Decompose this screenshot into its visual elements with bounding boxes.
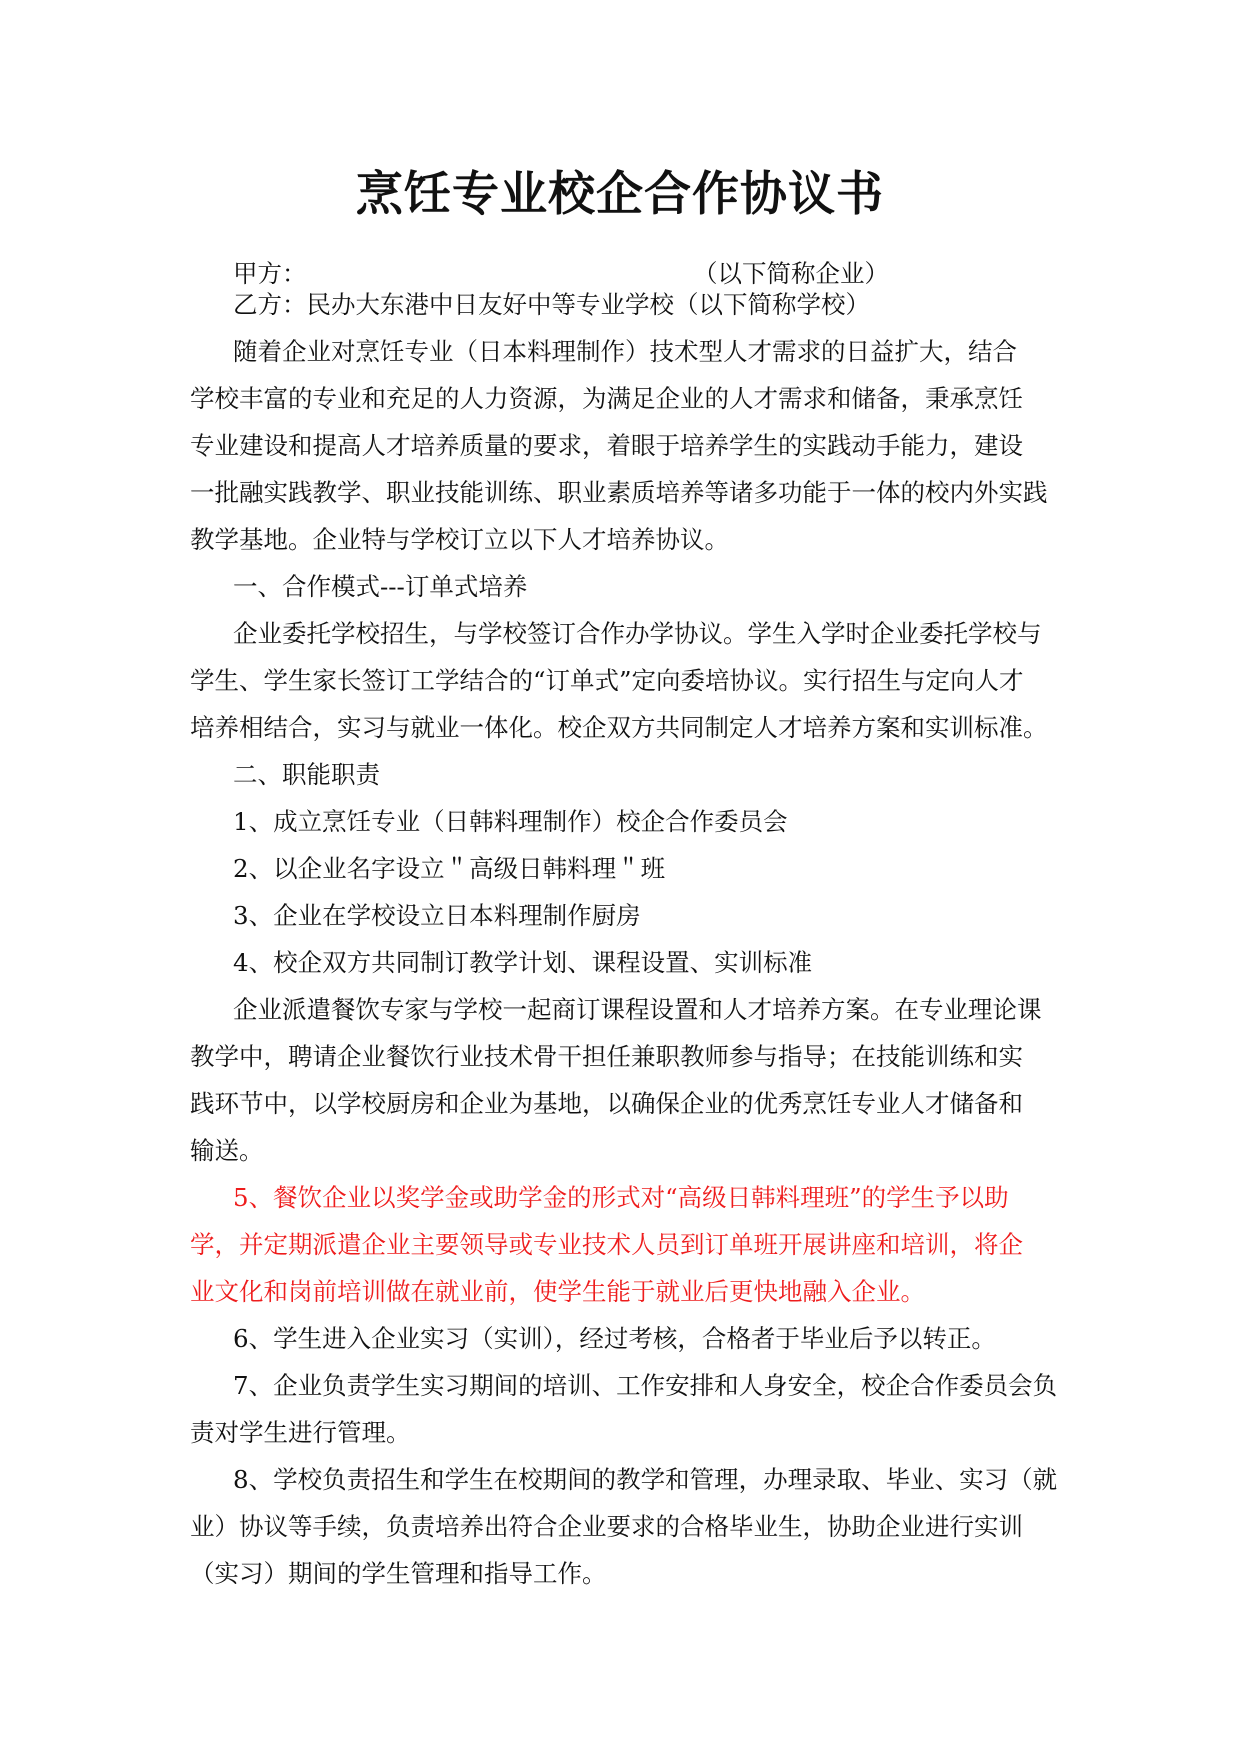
item-8-line: 8、学校负责招生和学生在校期间的教学和管理，办理录取、毕业、实习（就 bbox=[233, 1465, 1058, 1494]
item-7-line: 7、企业负责学生实习期间的培训、工作安排和人身安全，校企合作委员会负 bbox=[233, 1371, 1058, 1400]
item-8-line: 业）协议等手续，负责培养出符合企业要求的合格毕业生，协助企业进行实训 bbox=[190, 1512, 1023, 1541]
item-6: 6、学生进入企业实习（实训），经过考核，合格者于毕业后予以转正。 bbox=[233, 1324, 996, 1353]
intro-line: 学校丰富的专业和充足的人力资源，为满足企业的人才需求和储备，秉承烹饪 bbox=[190, 384, 1023, 413]
item-8-line: （实习）期间的学生管理和指导工作。 bbox=[190, 1559, 607, 1588]
item-4-line: 输送。 bbox=[190, 1136, 264, 1165]
intro-line: 一批融实践教学、职业技能训练、职业素质培养等诸多功能于一体的校内外实践 bbox=[190, 478, 1048, 507]
section-1-line: 企业委托学校招生，与学校签订合作办学协议。学生入学时企业委托学校与 bbox=[233, 619, 1042, 648]
item-4: 4、校企双方共同制订教学计划、课程设置、实训标准 bbox=[233, 948, 813, 977]
item-4-line: 教学中，聘请企业餐饮行业技术骨干担任兼职教师参与指导；在技能训练和实 bbox=[190, 1042, 1023, 1071]
party-b: 乙方：民办大东港中日友好中等专业学校（以下简称学校） bbox=[233, 290, 870, 319]
item-7-line: 责对学生进行管理。 bbox=[190, 1418, 411, 1447]
section-2-heading: 二、职能职责 bbox=[233, 760, 380, 789]
intro-line: 专业建设和提高人才培养质量的要求，着眼于培养学生的实践动手能力，建设 bbox=[190, 431, 1023, 460]
section-1-line: 培养相结合，实习与就业一体化。校企双方共同制定人才培养方案和实训标准。 bbox=[190, 713, 1048, 742]
party-a-blank bbox=[300, 259, 680, 289]
item-5-line: 业文化和岗前培训做在就业前，使学生能于就业后更快地融入企业。 bbox=[190, 1277, 925, 1306]
item-2: 2、以企业名字设立＂高级日韩料理＂班 bbox=[233, 854, 666, 883]
item-4-line: 践环节中，以学校厨房和企业为基地，以确保企业的优秀烹饪专业人才储备和 bbox=[190, 1089, 1023, 1118]
party-a-note: （以下简称企业） bbox=[693, 259, 889, 288]
item-3: 3、企业在学校设立日本料理制作厨房 bbox=[233, 901, 641, 930]
intro-line: 随着企业对烹饪专业（日本料理制作）技术型人才需求的日益扩大，结合 bbox=[233, 337, 1017, 366]
document-title: 烹饪专业校企合作协议书 bbox=[356, 167, 884, 222]
item-1: 1、成立烹饪专业（日韩料理制作）校企合作委员会 bbox=[233, 807, 788, 836]
intro-line: 教学基地。企业特与学校订立以下人才培养协议。 bbox=[190, 525, 729, 554]
item-4-line: 企业派遣餐饮专家与学校一起商订课程设置和人才培养方案。在专业理论课 bbox=[233, 995, 1042, 1024]
item-5-line: 学，并定期派遣企业主要领导或专业技术人员到订单班开展讲座和培训，将企 bbox=[190, 1230, 1023, 1259]
section-1-heading: 一、合作模式---订单式培养 bbox=[233, 572, 528, 601]
item-5-line: 5、餐饮企业以奖学金或助学金的形式对“高级日韩料理班”的学生予以助 bbox=[233, 1183, 1009, 1212]
section-1-line: 学生、学生家长签订工学结合的“订单式”定向委培协议。实行招生与定向人才 bbox=[190, 666, 1024, 695]
party-a-label: 甲方： bbox=[233, 259, 307, 288]
